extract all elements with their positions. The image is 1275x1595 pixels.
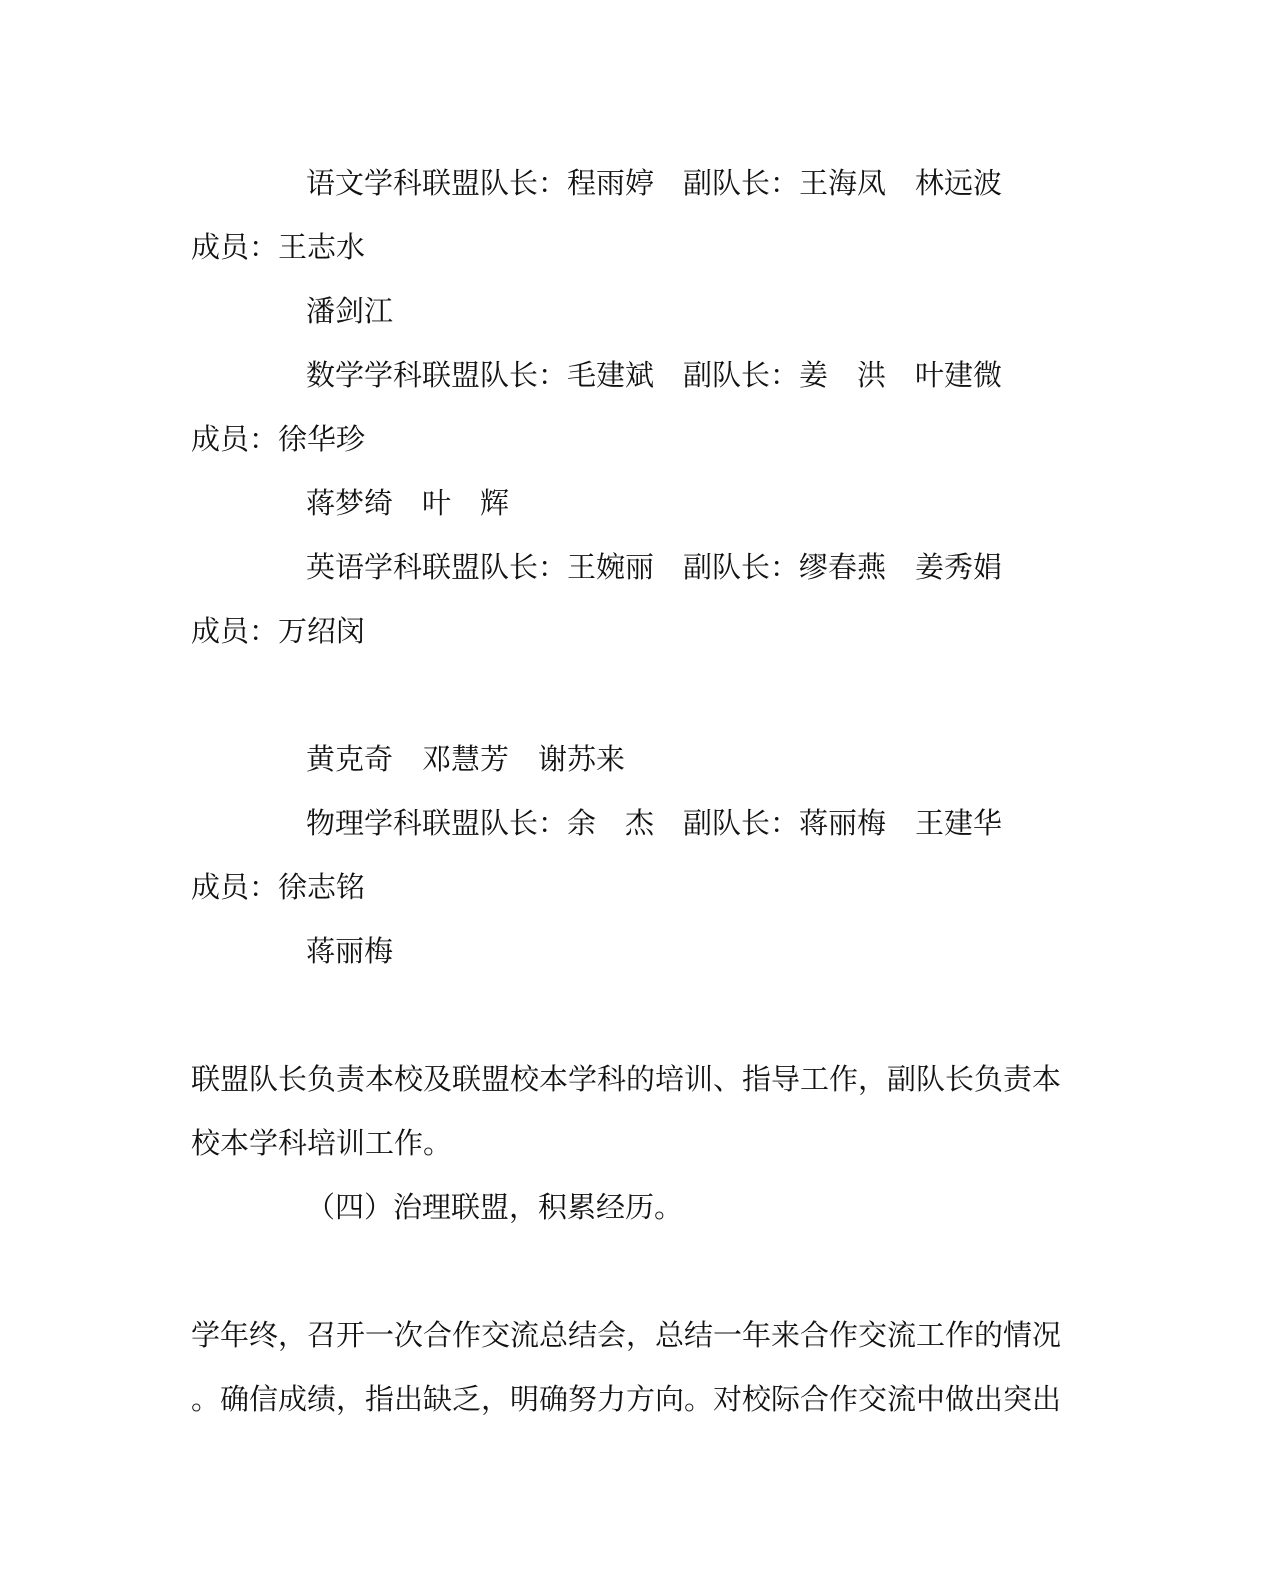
physics-alliance-members: 成员：徐志铭 (191, 870, 366, 904)
responsibility-paragraph-line2: 校本学科培训工作。 (191, 1126, 453, 1160)
chinese-alliance-leaders: 语文学科联盟队长：程雨婷 副队长：王海凤 林远波 (306, 166, 1003, 200)
math-alliance-leaders: 数学学科联盟队长：毛建斌 副队长：姜 洪 叶建微 (306, 358, 1003, 392)
summary-paragraph-line2: 。确信成绩，指出缺乏，明确努力方向。对校际合作交流中做出突出 (191, 1382, 1062, 1416)
chinese-alliance-members: 成员：王志水 (191, 230, 366, 264)
summary-paragraph-line1: 学年终，召开一次合作交流总结会，总结一年来合作交流工作的情况 (191, 1318, 1062, 1352)
physics-alliance-leaders: 物理学科联盟队长：余 杰 副队长：蒋丽梅 王建华 (306, 806, 1003, 840)
math-alliance-members: 成员：徐华珍 (191, 422, 366, 456)
english-alliance-members: 成员：万绍闵 (191, 614, 366, 648)
physics-alliance-members-cont: 蒋丽梅 (306, 934, 394, 968)
english-alliance-leaders: 英语学科联盟队长：王婉丽 副队长：缪春燕 姜秀娟 (306, 550, 1003, 584)
english-alliance-members-cont: 黄克奇 邓慧芳 谢苏来 (306, 742, 626, 776)
section-heading-four: （四）治理联盟，积累经历。 (306, 1190, 684, 1224)
responsibility-paragraph-line1: 联盟队长负责本校及联盟校本学科的培训、指导工作，副队长负责本 (191, 1062, 1062, 1096)
math-alliance-members-cont: 蒋梦绮 叶 辉 (306, 486, 510, 520)
chinese-alliance-members-cont: 潘剑江 (306, 294, 394, 328)
